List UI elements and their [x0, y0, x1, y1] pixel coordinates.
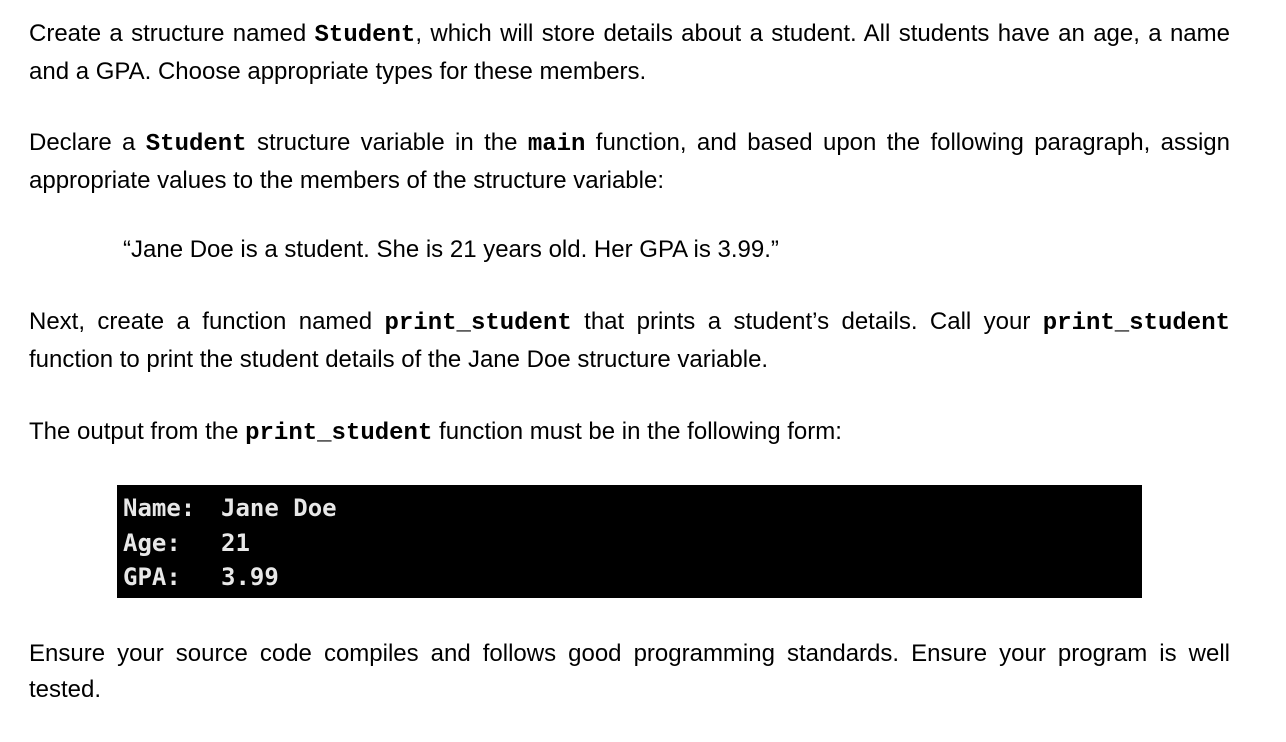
- text: Declare a: [29, 129, 146, 156]
- console-output: [117, 485, 1142, 598]
- instruction-paragraph-standards: Ensure your source code compiles and follows good programming standards. Ensure your program is well tested.: [29, 640, 1230, 703]
- instruction-paragraph-print-function: [29, 304, 1230, 378]
- console-value: Jane Doe: [221, 494, 337, 522]
- quote-paragraph: “Jane Doe is a student. She is 21 years old. Her GPA is 3.99.”: [123, 236, 779, 263]
- code-print-student: print_student: [245, 420, 433, 447]
- console-line-age: [123, 526, 1142, 561]
- console-label: GPA:: [123, 563, 181, 591]
- console-line-gpa: [123, 560, 1142, 595]
- code-student: Student: [145, 131, 247, 158]
- text: that prints a student’s details. Call your: [571, 308, 1043, 335]
- code-print-student: print_student: [1042, 310, 1230, 337]
- text: function, and based upon the following paragraph, assign appropriate values to the members of the structure variable:: [29, 129, 1231, 194]
- instruction-paragraph-structure: [29, 16, 1230, 90]
- text: Next, create a function named: [29, 308, 385, 335]
- text: function to print the student details of the Jane Doe structure variable.: [29, 346, 769, 373]
- instruction-paragraph-output-form: [29, 414, 1230, 452]
- console-label: Age:: [123, 528, 181, 557]
- code-main: main: [527, 131, 586, 158]
- console-value: 21: [221, 528, 250, 557]
- text: , which will store details about a student. All students have an age, a name and a GPA. Choose appropriate types for these members.: [29, 20, 1230, 85]
- text: Create a structure named: [29, 20, 315, 47]
- instruction-paragraph-declare: [29, 125, 1230, 199]
- code-print-student: print_student: [384, 310, 572, 337]
- console-value: 3.99: [221, 563, 279, 591]
- console-label: Name:: [123, 494, 196, 522]
- code-student: Student: [314, 22, 416, 49]
- text: function must be in the following form:: [432, 418, 842, 445]
- text: structure variable in the: [246, 129, 528, 156]
- console-line-name: [123, 491, 1142, 526]
- text: The output from the: [29, 418, 246, 445]
